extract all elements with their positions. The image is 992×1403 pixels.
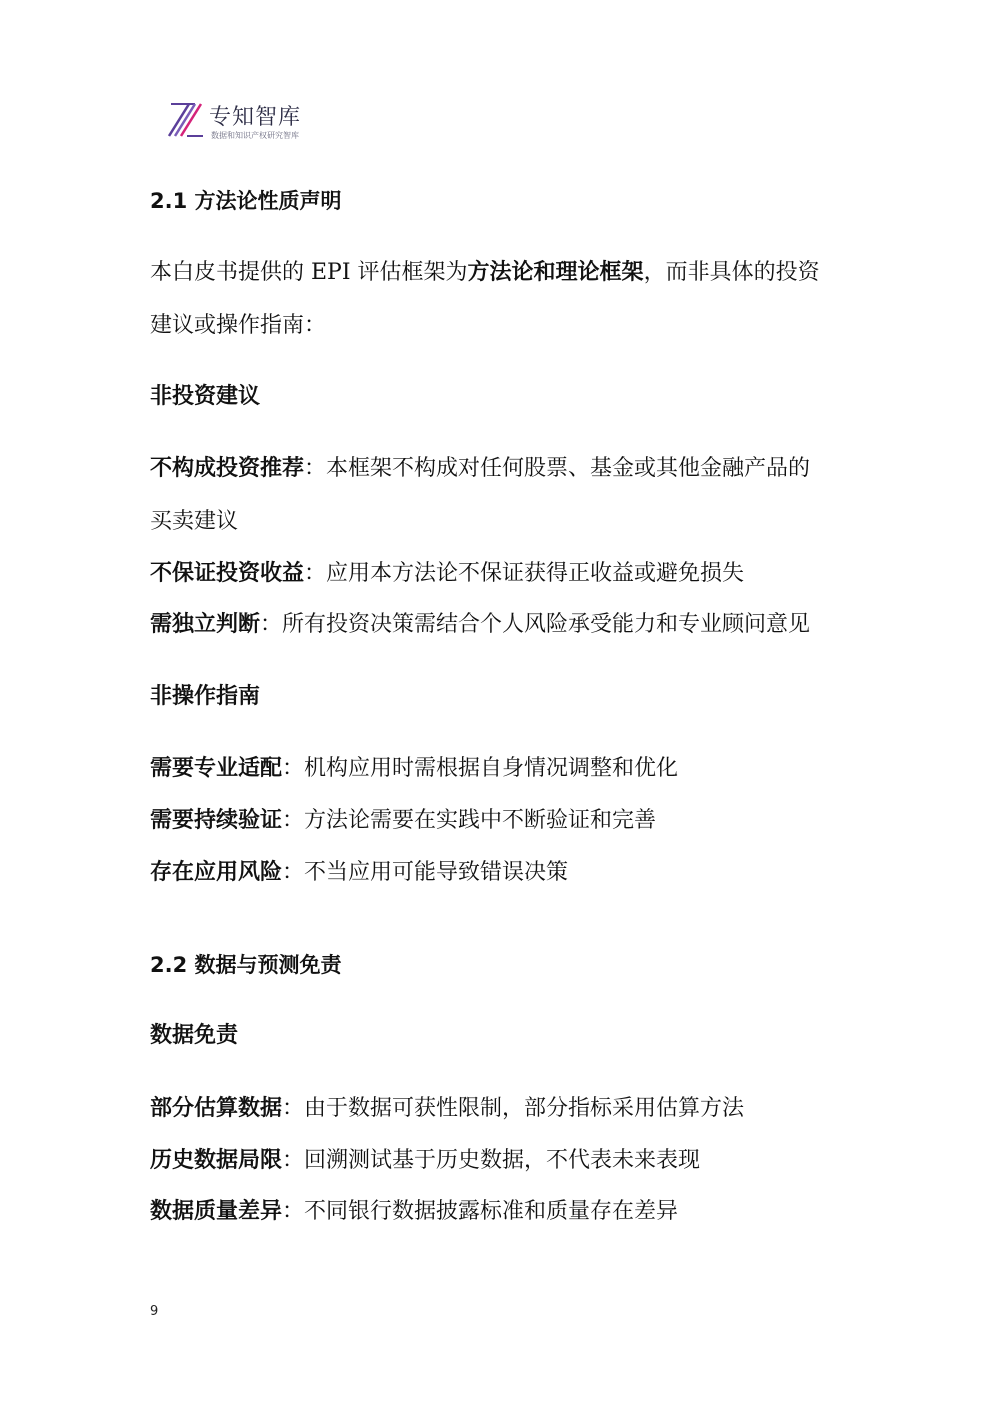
list-item — [150, 559, 744, 589]
page-number: 9 — [150, 1304, 159, 1319]
item-label: 存在应用风险 — [150, 860, 283, 885]
logo — [165, 98, 325, 146]
item-text: ：方法论需要在实践中不断验证和完善 — [282, 808, 657, 833]
item-label: 历史数据局限 — [150, 1148, 283, 1173]
list-item — [150, 1197, 678, 1227]
intro-text-2: ，而非具体的投资 — [643, 260, 820, 285]
item-text: ：应用本方法论不保证获得正收益或避免损失 — [304, 561, 745, 586]
intro-line-2: 建议或操作指南： — [150, 313, 327, 338]
list-item — [150, 1094, 744, 1124]
logo-subtitle: 数据和知识产权研究智库 — [211, 131, 299, 140]
item-label: 需要持续验证 — [150, 808, 283, 833]
item-label: 需要专业适配 — [150, 756, 283, 781]
intro-bold: 方法论和理论框架 — [467, 260, 644, 285]
logo-title: 专知智库 — [209, 105, 302, 130]
heading-non-operation: 非操作指南 — [150, 684, 261, 709]
list-item — [150, 806, 656, 836]
item-label: 需独立判断 — [150, 612, 261, 637]
list-item — [150, 610, 810, 640]
item-text: ：回溯测试基于历史数据，不代表未来表现 — [282, 1148, 701, 1173]
item-label: 不保证投资收益 — [150, 561, 305, 586]
item-text: ：所有投资决策需结合个人风险承受能力和专业顾问意见 — [260, 612, 811, 637]
list-item — [150, 754, 678, 784]
list-item — [150, 1146, 700, 1176]
item-text: ：不当应用可能导致错误决策 — [282, 860, 569, 885]
intro-line-1 — [150, 258, 820, 288]
section-title-2-2: 2.2 数据与预测免责 — [150, 953, 342, 977]
section-title-2-1: 2.1 方法论性质声明 — [150, 189, 342, 213]
item-text: ：不同银行数据披露标准和质量存在差异 — [282, 1199, 679, 1224]
item-label: 数据质量差异 — [150, 1199, 283, 1224]
item-label: 不构成投资推荐 — [150, 456, 305, 481]
logo-stripes-icon — [165, 100, 205, 140]
item-text: ：本框架不构成对任何股票、基金或其他金融产品的 — [304, 456, 811, 481]
list-item — [150, 454, 810, 484]
item-text: ：由于数据可获性限制，部分指标采用估算方法 — [282, 1096, 745, 1121]
item-text: ：机构应用时需根据自身情况调整和优化 — [282, 756, 679, 781]
intro-text-1: 本白皮书提供的 EPI 评估框架为 — [150, 260, 468, 285]
item-label: 部分估算数据 — [150, 1096, 283, 1121]
heading-non-investment: 非投资建议 — [150, 384, 261, 409]
heading-data-disclaimer: 数据免责 — [150, 1023, 239, 1048]
list-item — [150, 858, 568, 888]
list-item-continuation: 买卖建议 — [150, 509, 239, 534]
